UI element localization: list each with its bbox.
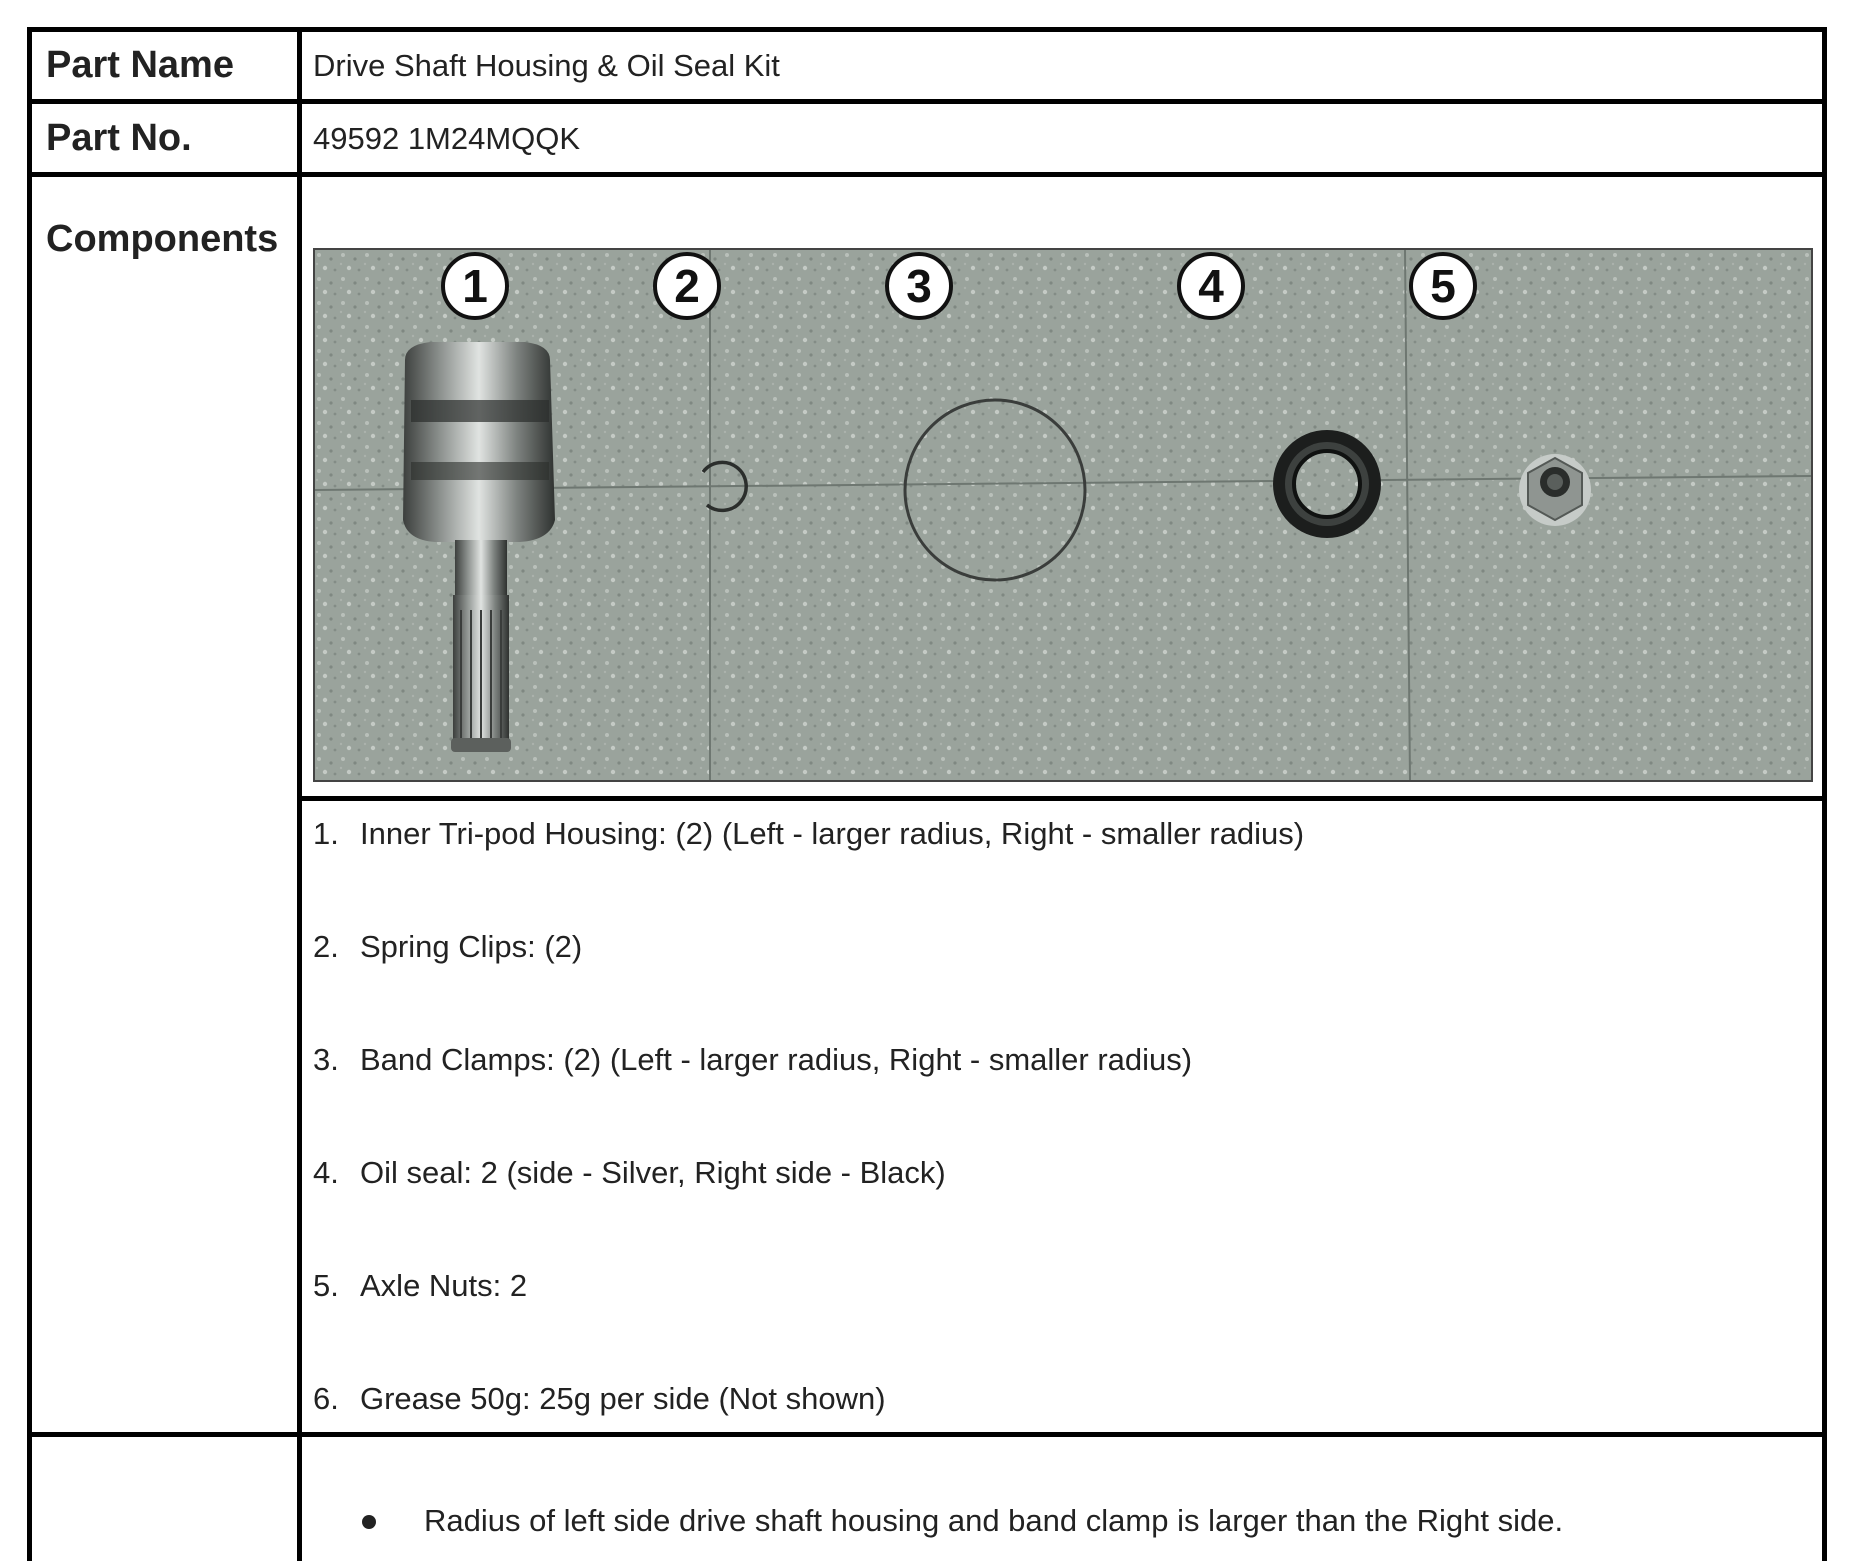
- list-item-number: 6.: [313, 1381, 339, 1416]
- list-item-number: 5.: [313, 1268, 339, 1303]
- list-item: [313, 1155, 946, 1191]
- marker-3: [887, 254, 951, 318]
- marker-1-label: 1: [462, 260, 488, 312]
- components-label: Components: [46, 218, 279, 260]
- list-item-text: Spring Clips: (2): [360, 929, 583, 964]
- list-item: [313, 816, 1304, 852]
- photo-list-divider: [301, 796, 1827, 801]
- list-item: [313, 1381, 886, 1417]
- marker-3-label: 3: [906, 260, 932, 312]
- list-item: [313, 929, 582, 965]
- axle-nut-illustration: [1519, 454, 1591, 526]
- list-item-number: 3.: [313, 1042, 339, 1077]
- marker-2-label: 2: [674, 260, 700, 312]
- list-item-text: Band Clamps: (2) (Left - larger radius, Right - smaller radius): [360, 1042, 1193, 1077]
- marker-2: [655, 254, 719, 318]
- column-divider: [297, 27, 302, 1561]
- part-no-label: Part No.: [46, 117, 192, 159]
- list-item-number: 1.: [313, 816, 339, 851]
- bullet-icon: [362, 1515, 376, 1529]
- list-item-text: Grease 50g: 25g per side (Not shown): [360, 1381, 886, 1416]
- list-item-number: 4.: [313, 1155, 339, 1190]
- table-border-left: [27, 27, 32, 1561]
- marker-1: [443, 254, 507, 318]
- part-no-value: 49592 1M24MQQK: [313, 121, 581, 156]
- list-item-text: Inner Tri-pod Housing: (2) (Left - larger radius, Right - smaller radius): [360, 816, 1305, 851]
- part-name-label: Part Name: [46, 44, 234, 86]
- list-item: [313, 1042, 1192, 1078]
- marker-5-label: 5: [1430, 260, 1456, 312]
- components-photo: [313, 248, 1813, 782]
- list-item-text: Oil seal: 2 (side - Silver, Right side - Black): [360, 1155, 946, 1190]
- oil-seal-illustration: [1273, 430, 1381, 538]
- marker-5: [1411, 254, 1475, 318]
- marker-4: [1179, 254, 1243, 318]
- note-text: Radius of left side drive shaft housing and band clamp is larger than the Right side.: [424, 1503, 1564, 1538]
- components-photo-illustration: [315, 250, 1811, 780]
- list-item-number: 2.: [313, 929, 339, 964]
- list-item: [313, 1268, 527, 1304]
- table-border-right: [1822, 27, 1827, 1561]
- part-name-value: Drive Shaft Housing & Oil Seal Kit: [313, 48, 780, 83]
- list-item-text: Axle Nuts: 2: [360, 1268, 528, 1303]
- marker-4-label: 4: [1198, 260, 1224, 312]
